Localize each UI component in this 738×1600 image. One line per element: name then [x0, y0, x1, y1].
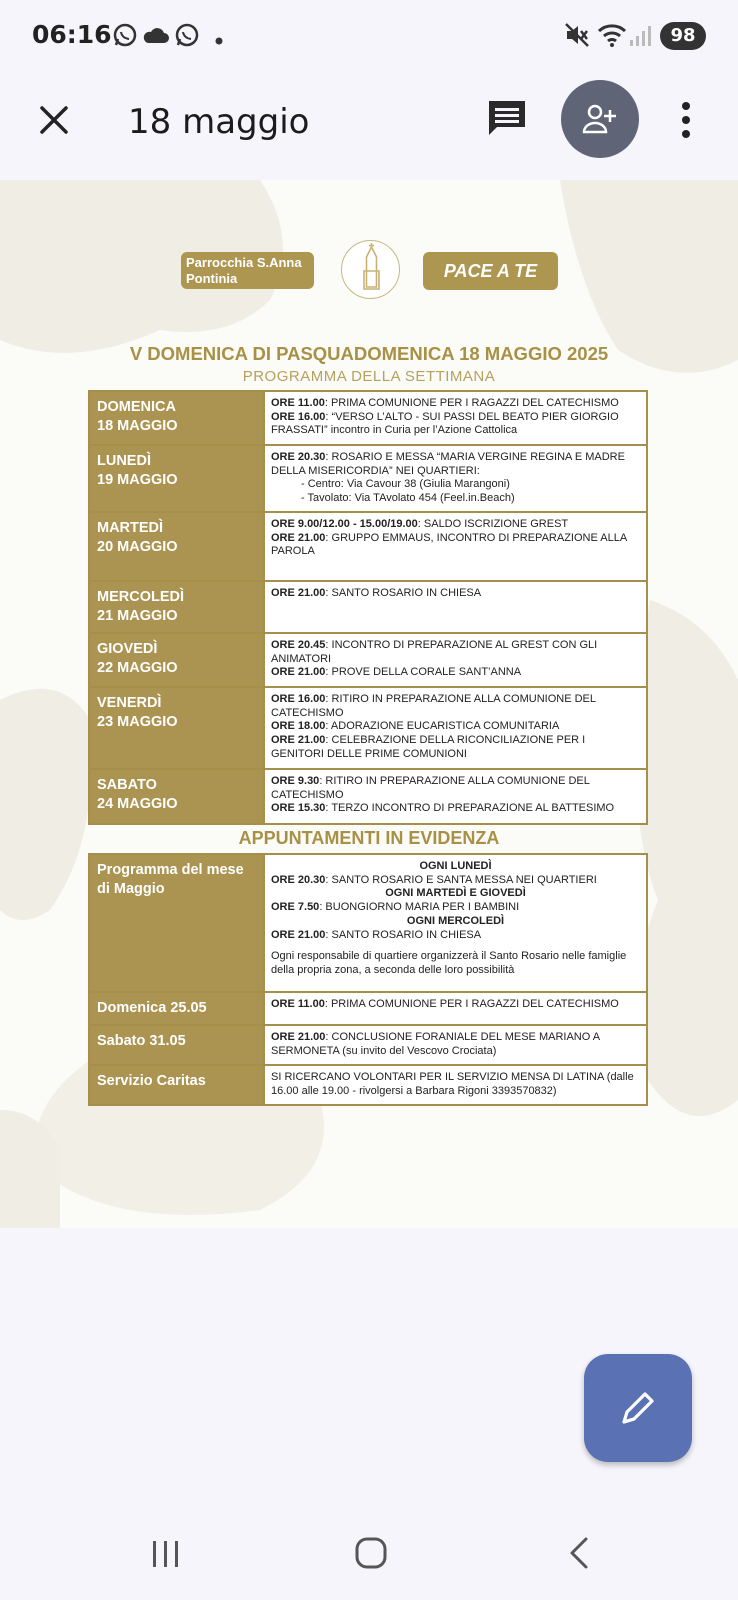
event-line: ORE 9.00/12.00 - 15.00/19.00: SALDO ISCRIZIONE GREST — [271, 518, 569, 530]
events-cell — [264, 633, 647, 687]
highlight-label-cell: Sabato 31.05 — [89, 1025, 264, 1065]
highlight-label-cell: Domenica 25.05 — [89, 992, 264, 1025]
day-name: GIOVEDÌ — [97, 641, 158, 657]
day-name: LUNEDÌ — [97, 453, 151, 469]
status-time: 06:16 — [32, 20, 112, 49]
wifi-icon — [597, 22, 627, 53]
table-row — [89, 992, 647, 1025]
day-cell — [89, 581, 264, 633]
highlights-table — [88, 853, 648, 1106]
add-person-button[interactable] — [561, 80, 639, 158]
events-cell — [264, 687, 647, 769]
app-bar — [0, 70, 738, 180]
event-line: ORE 15.30: TERZO INCONTRO DI PREPARAZIONE AL BATTESIMO — [271, 802, 615, 815]
event-line: ORE 21.00: CELEBRAZIONE DELLA RICONCILIAZIONE PER I GENITORI DELLE PRIME COMUNIONI — [271, 734, 586, 760]
event-line: ORE 7.50: BUONGIORNO MARIA PER I BAMBINI — [271, 901, 520, 914]
day-date: 20 MAGGIO — [97, 539, 178, 555]
day-date: 18 MAGGIO — [97, 418, 178, 434]
more-options-icon[interactable] — [681, 100, 691, 145]
signal-icon — [628, 24, 652, 53]
events-cell — [264, 512, 647, 581]
table-row — [89, 687, 647, 769]
section-label: OGNI MARTEDÌ E GIOVEDÌ — [385, 887, 526, 900]
event-line: ORE 20.30: ROSARIO E MESSA “MARIA VERGINE REGINA E MADRE DELLA MISERICORDIA” NEI QUARTIERI: — [271, 451, 625, 477]
event-line: ORE 9.30: RITIRO IN PREPARAZIONE ALLA COMUNIONE DEL CATECHISMO — [271, 775, 590, 801]
day-name: MARTEDÌ — [97, 520, 164, 536]
events-cell — [264, 391, 647, 445]
day-date: 22 MAGGIO — [97, 660, 178, 676]
event-line: ORE 16.00: RITIRO IN PREPARAZIONE ALLA COMUNIONE DEL CATECHISMO — [271, 693, 596, 719]
section-label: OGNI LUNEDÌ — [419, 860, 492, 872]
status-bar — [0, 0, 738, 70]
table-row — [89, 1065, 647, 1105]
event-line: - Centro: Via Cavour 38 (Giulia Marangoni) — [301, 478, 510, 491]
dot-icon — [215, 32, 223, 50]
page-title: 18 maggio — [128, 102, 310, 142]
highlight-events-cell — [264, 992, 647, 1025]
day-name: SABATO — [97, 777, 157, 793]
event-line: ORE 11.00: PRIMA COMUNIONE PER I RAGAZZI DEL CATECHISMO — [271, 998, 619, 1010]
bulletin-subheading: PROGRAMMA DELLA SETTIMANA — [242, 368, 496, 385]
document-image — [0, 180, 738, 1228]
mute-icon — [564, 22, 590, 53]
table-row — [89, 633, 647, 687]
event-line: ORE 21.00: GRUPPO EMMAUS, INCONTRO DI PREPARAZIONE ALLA PAROLA — [271, 531, 627, 558]
whatsapp-icon — [112, 22, 138, 53]
table-row — [89, 854, 647, 992]
add-person-icon — [581, 102, 619, 141]
church-logo — [341, 240, 400, 299]
pace-a-te-label: PACE A TE — [423, 252, 558, 290]
event-line: ORE 11.00: PRIMA COMUNIONE PER I RAGAZZI DEL CATECHISMO — [271, 397, 619, 409]
table-row — [89, 1025, 647, 1065]
pencil-icon — [618, 1388, 658, 1433]
highlight-events-cell — [264, 1065, 647, 1105]
events-cell — [264, 769, 647, 824]
event-line: ORE 21.00: PROVE DELLA CORALE SANT’ANNA — [271, 666, 522, 679]
event-line: ORE 20.30: SANTO ROSARIO E SANTA MESSA NEI QUARTIERI — [271, 873, 597, 886]
bulletin-heading: V DOMENICA DI PASQUADOMENICA 18 MAGGIO 2025 — [129, 343, 609, 364]
event-line: SI RICERCANO VOLONTARI PER IL SERVIZIO MENSA DI LATINA (dalle 16.00 alle 19.00 - rivolgersi a Barbara Rigoni 3393570832) — [271, 1071, 634, 1097]
edit-button[interactable] — [584, 1354, 692, 1462]
week-schedule-table — [88, 390, 648, 825]
events-cell — [264, 445, 647, 512]
highlights-heading: APPUNTAMENTI IN EVIDENZA — [238, 828, 500, 848]
day-cell — [89, 391, 264, 445]
day-date: 19 MAGGIO — [97, 472, 178, 488]
day-cell — [89, 633, 264, 687]
back-icon[interactable] — [566, 1536, 594, 1575]
event-line: ORE 21.00: SANTO ROSARIO IN CHIESA — [271, 928, 482, 941]
table-row — [89, 512, 647, 581]
day-name: VENERDÌ — [97, 695, 162, 711]
recent-apps-icon[interactable] — [150, 1538, 182, 1575]
day-cell — [89, 769, 264, 824]
day-cell — [89, 687, 264, 769]
highlight-label-cell: Programma del mese di Maggio — [89, 854, 264, 992]
highlight-label-cell: Servizio Caritas — [89, 1065, 264, 1105]
table-row — [89, 391, 647, 445]
day-date: 23 MAGGIO — [97, 714, 178, 730]
system-navigation-bar — [0, 1508, 738, 1600]
event-line: ORE 16.00: “VERSO L’ALTO - SUI PASSI DEL BEATO PIER GIORGIO FRASSATI” incontro in Curia per l’Azione Cattolica — [271, 410, 619, 437]
comment-icon[interactable] — [486, 98, 528, 143]
event-line: ORE 20.45: INCONTRO DI PREPARAZIONE AL GREST CON GLI ANIMATORI — [271, 639, 598, 665]
table-row — [89, 769, 647, 824]
battery-indicator: 98 — [660, 22, 706, 50]
table-row — [89, 581, 647, 633]
event-line: ORE 21.00: SANTO ROSARIO IN CHIESA — [271, 587, 482, 599]
day-date: 24 MAGGIO — [97, 796, 178, 812]
event-line: ORE 21.00: CONCLUSIONE FORANIALE DEL MESE MARIANO A SERMONETA (su invito del Vescovo Crociata) — [271, 1031, 600, 1057]
parish-label: Parrocchia S.Anna Pontinia — [181, 252, 314, 289]
cloud-icon — [142, 25, 170, 50]
highlight-events-cell — [264, 1025, 647, 1065]
day-date: 21 MAGGIO — [97, 608, 178, 624]
whatsapp-icon — [174, 22, 200, 53]
day-name: DOMENICA — [97, 399, 176, 415]
highlight-events-cell — [264, 854, 647, 992]
home-icon[interactable] — [354, 1536, 388, 1575]
day-cell — [89, 445, 264, 512]
table-row — [89, 445, 647, 512]
day-name: MERCOLEDÌ — [97, 589, 184, 605]
close-icon[interactable] — [36, 102, 72, 143]
event-line: - Tavolato: Via TAvolato 454 (Feel.in.Beach) — [301, 492, 515, 505]
day-cell — [89, 512, 264, 581]
event-line: ORE 18.00: ADORAZIONE EUCARISTICA COMUNITARIA — [271, 720, 560, 733]
note-text: Ogni responsabile di quartiere organizzerà il Santo Rosario nelle famiglie della propria zona, a seconda delle loro possibilità — [271, 950, 627, 976]
events-cell — [264, 581, 647, 633]
section-label: OGNI MERCOLEDÌ — [406, 914, 505, 927]
